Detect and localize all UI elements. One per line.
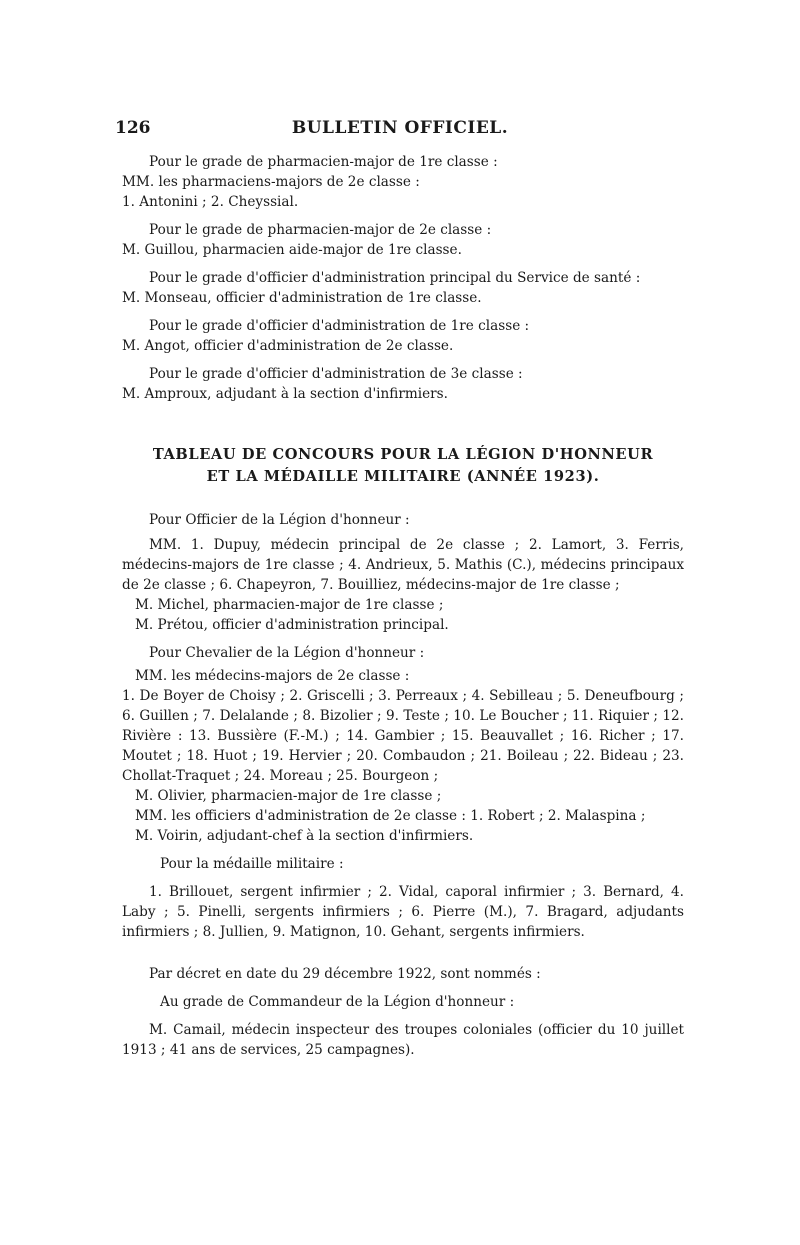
officier-heading: Pour Officier de la Légion d'honneur : xyxy=(149,512,410,528)
promotion-line: M. Angot, officier d'administration de 2e classe. xyxy=(122,338,454,354)
decret-line: Par décret en date du 29 décembre 1922, sont nommés : xyxy=(149,966,541,982)
promotion-heading: Pour le grade d'officier d'administration de 3e classe : xyxy=(149,366,523,382)
promotion-heading: Pour le grade de pharmacien-major de 2e classe : xyxy=(149,222,492,238)
promotion-section-1 xyxy=(122,152,684,212)
officier-section xyxy=(122,510,684,635)
chevalier-section xyxy=(122,643,684,846)
chevalier-administration: MM. les officiers d'administration de 2e classe : 1. Robert ; 2. Malaspina ; xyxy=(135,808,646,824)
promotion-heading: Pour le grade d'officier d'administration de 1re classe : xyxy=(149,318,530,334)
medaille-heading: Pour la médaille militaire : xyxy=(160,856,344,872)
running-title: BULLETIN OFFICIEL. xyxy=(291,118,509,138)
promotion-section-3 xyxy=(122,268,684,308)
tableau-title-line-1: TABLEAU DE CONCOURS POUR LA LÉGION D'HONNEUR xyxy=(152,446,654,463)
promotion-line: 1. Antonini ; 2. Cheyssial. xyxy=(122,194,299,210)
chevalier-heading: Pour Chevalier de la Légion d'honneur : xyxy=(149,645,425,661)
promotion-section-4 xyxy=(122,316,684,356)
decret-paragraph: M. Camail, médecin inspecteur des troupes coloniales (officier du 10 juillet 1913 ; 41 ans de services, 25 campagnes). xyxy=(122,1022,684,1058)
promotion-line: M. Guillou, pharmacien aide-major de 1re classe. xyxy=(122,242,462,258)
chevalier-intro: MM. les médecins-majors de 2e classe : xyxy=(135,668,410,684)
officier-list: MM. 1. Dupuy, médecin principal de 2e classe ; 2. Lamort, 3. Ferris, médecins-majors de 1re classe ; 4. Andrieux, 5. Mathis (C.), médecins principaux de 2e classe ; 6. Chapeyron, 7. Bouilliez, médecins-major de 1re classe ; xyxy=(122,537,684,593)
chevalier-list: 1. De Boyer de Choisy ; 2. Griscelli ; 3. Perreaux ; 4. Sebilleau ; 5. Deneufbourg ; 6. Guillen ; 7. Delalande ; 8. Bizolier ; 9. Teste ; 10. Le Boucher ; 11. Riquier ; 12. Rivière : 13. Bussière (F.-M.) ; 14. Gambier ; 15. Beauvallet ; 16. Richer ; 17. Moutet ; 18. Huot ; 19. Hervier ; 20. Combaudon ; 21. Boileau ; 22. Bideau ; 23. Chollat-Traquet ; 24. Moreau ; 25. Bourgeon ; xyxy=(122,688,684,784)
page-header xyxy=(115,118,685,144)
page-number: 126 xyxy=(115,118,151,138)
promotion-line: M. Monseau, officier d'administration de 1re classe. xyxy=(122,290,482,306)
promotion-line: MM. les pharmaciens-majors de 2e classe : xyxy=(122,174,420,190)
medaille-list: 1. Brillouet, sergent infirmier ; 2. Vidal, caporal infirmier ; 3. Bernard, 4. Laby ; 5. Pinelli, sergents infirmiers ; 6. Pierre (M.), 7. Bragard, adjudants infirmiers ; 8. Jullien, 9. Matignon, 10. Gehant, sergents infirmiers. xyxy=(122,884,684,940)
chevalier-pharmacien: M. Olivier, pharmacien-major de 1re classe ; xyxy=(135,788,442,804)
page-body xyxy=(122,152,684,1060)
promotion-section-5 xyxy=(122,364,684,404)
promotion-section-2 xyxy=(122,220,684,260)
chevalier-adjudant: M. Voirin, adjudant-chef à la section d'infirmiers. xyxy=(135,828,474,844)
medaille-section xyxy=(122,854,684,942)
tableau-title-line-2: ET LA MÉDAILLE MILITAIRE (ANNÉE 1923). xyxy=(206,468,600,485)
decret-heading: Au grade de Commandeur de la Légion d'honneur : xyxy=(160,994,515,1010)
promotion-heading: Pour le grade de pharmacien-major de 1re classe : xyxy=(149,154,498,170)
officier-administration: M. Prétou, officier d'administration principal. xyxy=(135,617,449,633)
promotion-line: M. Amproux, adjudant à la section d'infirmiers. xyxy=(122,386,448,402)
officier-pharmacien: M. Michel, pharmacien-major de 1re classe ; xyxy=(135,597,444,613)
decret-section xyxy=(122,964,684,1060)
tableau-title xyxy=(122,444,684,488)
promotion-heading: Pour le grade d'officier d'administration principal du Service de santé : xyxy=(149,270,641,286)
